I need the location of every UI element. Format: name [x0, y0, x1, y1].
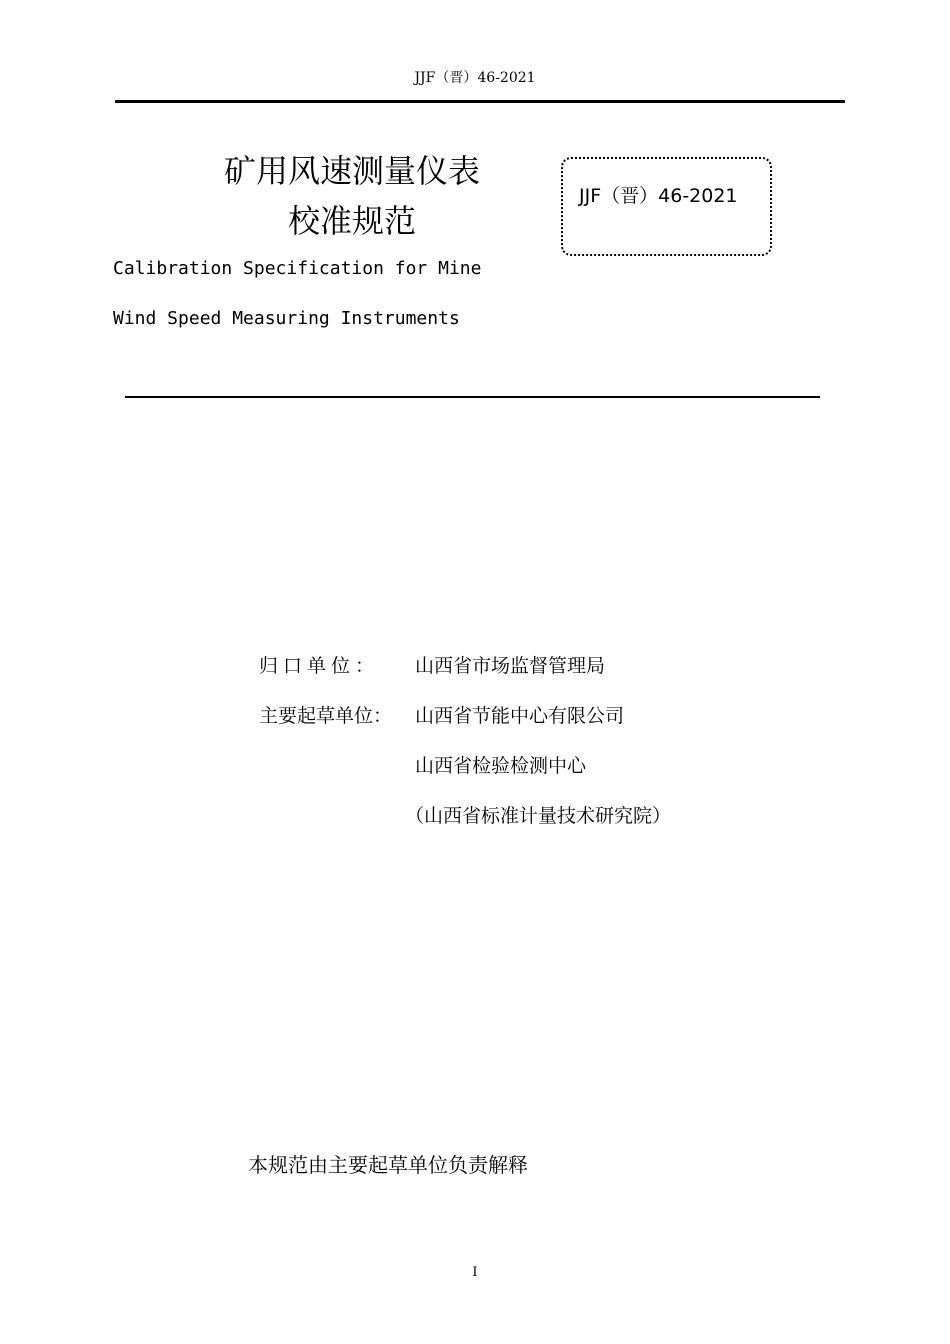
authority-label: 归口单位：: [259, 655, 380, 677]
title-cn-line-1: 矿用风速测量仪表: [223, 152, 480, 190]
document-code: JJF（晋）46-2021: [579, 185, 738, 207]
header-divider: [115, 100, 845, 103]
drafter-2: 山西省检验检测中心: [415, 755, 587, 777]
page-number: I: [472, 1265, 478, 1280]
title-en-line-1: Calibration Specification for Mine: [113, 258, 482, 279]
interpretation-note: 本规范由主要起草单位负责解释: [248, 1153, 528, 1177]
drafter-3: （山西省标准计量技术研究院）: [405, 805, 672, 827]
running-header: JJF（晋）46-2021: [414, 70, 536, 86]
document-code-box: [561, 157, 772, 256]
title-divider: [125, 396, 820, 398]
authority-value: 山西省市场监督管理局: [415, 655, 606, 677]
title-cn-line-2: 校准规范: [287, 202, 416, 240]
document-title-cn: [172, 146, 532, 246]
drafter-1: 山西省节能中心有限公司: [415, 705, 625, 727]
drafters-label: 主要起草单位：: [259, 705, 393, 727]
title-en-line-2: Wind Speed Measuring Instruments: [113, 308, 460, 329]
